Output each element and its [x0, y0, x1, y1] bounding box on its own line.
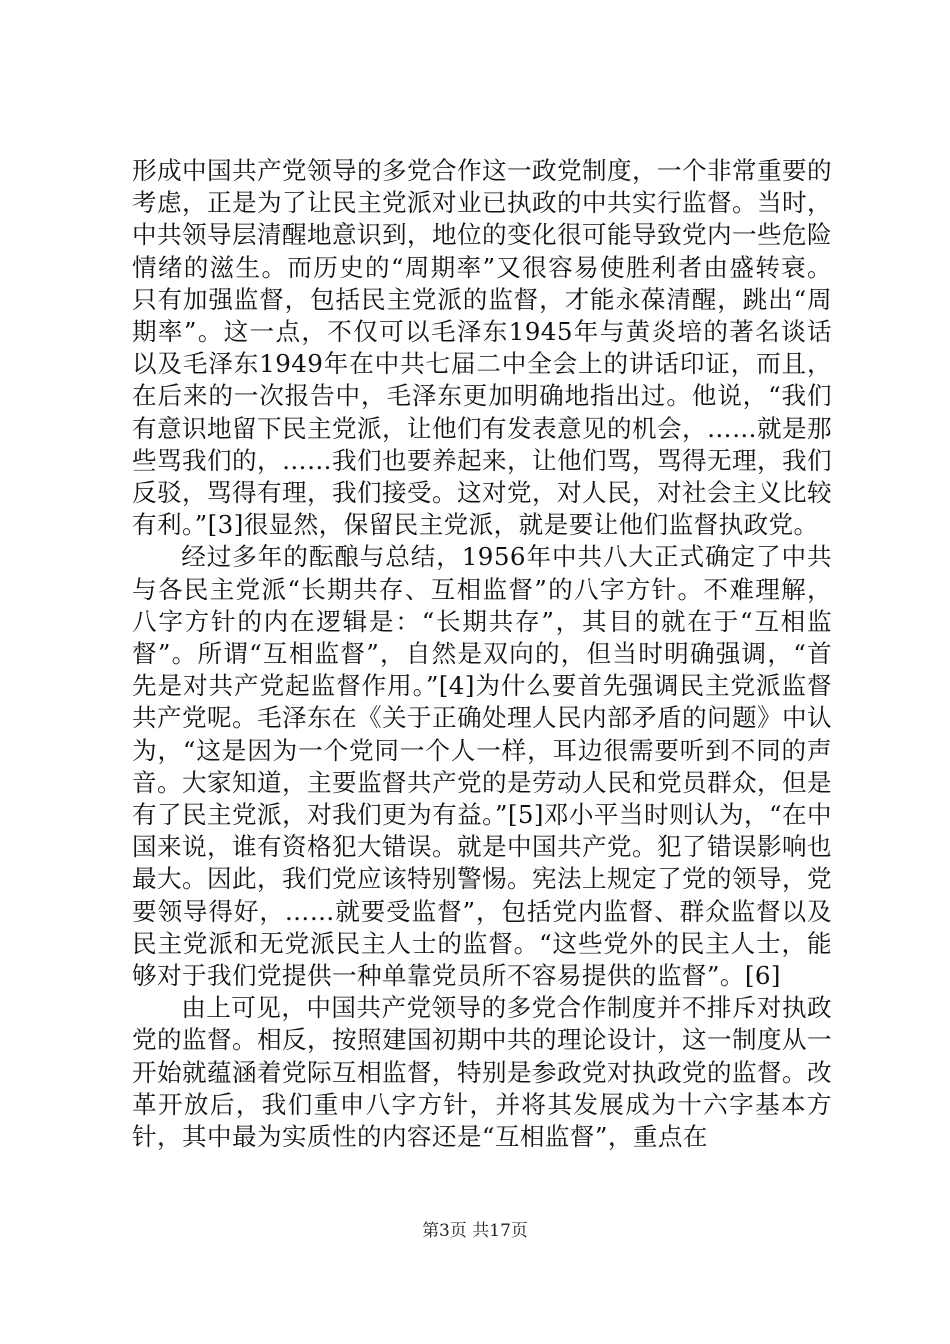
paragraph-1: 形成中国共产党领导的多党合作这一政党制度，一个非常重要的考虑，正是为了让民主党派对业已执政的中共实行监督。当时，中共领导层清醒地意识到，地位的变化很可能导致党内一些危险情绪的滋生。而历史的“周期率”又很容易使胜利者由盛转衰。只有加强监督，包括民主党派的监督，才能永葆清醒，跳出“周期率”。这一点，不仅可以毛泽东1945年与黄炎培的著名谈话以及毛泽东1949年在中共七届二中全会上的讲话印证，而且，在后来的一次报告中，毛泽东更加明确地指出过。他说，“我们有意识地留下民主党派，让他们有发表意见的机会，……就是那些骂我们的，……我们也要养起来，让他们骂，骂得无理，我们反驳，骂得有理，我们接受。这对党，对人民，对社会主义比较有利。”[3]很显然，保留民主党派，就是要让他们监督执政党。	[132, 156, 832, 540]
paragraph-2: 经过多年的酝酿与总结，1956年中共八大正式确定了中共与各民主党派“长期共存、互相监督”的八字方针。不难理解，八字方针的内在逻辑是：“长期共存”，其目的就在于“互相监督”。所谓“互相监督”，自然是双向的，但当时明确强调，“首先是对共产党起监督作用。”[4]为什么要首先强调民主党派监督共产党呢。毛泽东在《关于正确处理人民内部矛盾的问题》中认为，“这是因为一个党同一个人一样，耳边很需要听到不同的声音。大家知道，主要监督共产党的是劳动人民和党员群众，但是有了民主党派，对我们更为有益。”[5]邓小平当时则认为，“在中国来说，谁有资格犯大错误。就是中国共产党。犯了错误影响也最大。因此，我们党应该特别警惕。宪法上规定了党的领导，党要领导得好，……就要受监督”，包括党内监督、群众监督以及民主党派和无党派民主人士的监督。“这些党外的民主人士，能够对于我们党提供一种单靠党员所不容易提供的监督”。[6]	[132, 542, 832, 991]
paragraph-3: 由上可见，中国共产党领导的多党合作制度并不排斥对执政党的监督。相反，按照建国初期中共的理论设计，这一制度从一开始就蕴涵着党际互相监督，特别是参政党对执政党的监督。改革开放后，我们重申八字方针，并将其发展成为十六字基本方针，其中最为实质性的内容还是“互相监督”，重点在	[132, 993, 832, 1152]
body-text	[132, 155, 832, 1153]
page-footer: 第3页 共17页	[422, 1221, 528, 1241]
